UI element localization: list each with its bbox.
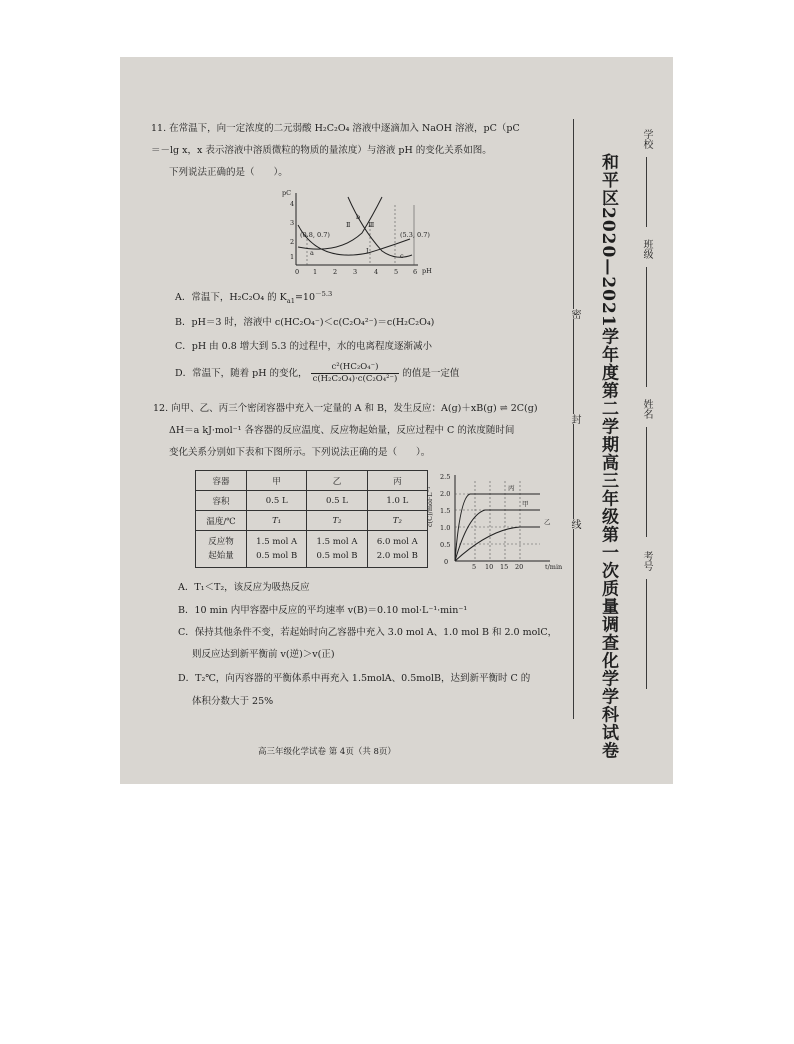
q12-stem-line-1: 12. 向甲、乙、丙三个密闭容器中充入一定量的 A 和 B，发生反应：A(g)＋xB(g) ⇌ 2C(g): [153, 403, 538, 414]
q11-curve-label: b: [356, 213, 361, 221]
q11-x-axis-label: pH: [422, 267, 432, 275]
name-field-label: 姓名: [641, 399, 652, 419]
q12-stem-line-3: 变化关系分别如下表和下图所示。下列说法正确的是（ ）。: [169, 447, 431, 458]
table-cell: 容器: [196, 471, 247, 491]
q11-y-tick: 2: [290, 238, 295, 246]
q11-x-tick: 6: [413, 268, 418, 276]
name-field-line: [646, 427, 647, 537]
q11-option-d-fraction: $\frac{\text{c²(HC₂O₄⁻)}}{\text{c(H₂C₂O₄)·c(C₂O₄²⁻)}}$: [312, 362, 398, 384]
school-field-label: 学校: [641, 129, 652, 149]
q11-x-tick: 3: [353, 268, 358, 276]
q12-y-axis-label: c(C)/mol·L⁻¹: [426, 486, 434, 527]
exam-no-field-line: [646, 579, 647, 689]
q11-region-label: Ⅲ: [368, 221, 375, 229]
table-cell: 乙: [307, 471, 367, 491]
table-cell: 丙: [367, 471, 427, 491]
q12-y-tick: 2.0: [440, 490, 451, 498]
q12-x-tick: 20: [515, 563, 524, 571]
q11-option-b: B．pH＝3 时，溶液中 c(HC₂O₄⁻)＜c(C₂O₄²⁻)＝c(H₂C₂O₄): [175, 317, 435, 328]
seal-char-mi: 密: [569, 309, 580, 319]
table-cell: T₂: [367, 511, 427, 531]
table-cell: 1.5 mol A 0.5 mol B: [307, 531, 367, 568]
q12-curve-label: 乙: [544, 518, 551, 526]
q11-region-label: Ⅰ: [366, 247, 369, 255]
q11-y-tick: 4: [290, 200, 295, 208]
q11-y-tick: 1: [290, 253, 295, 261]
q12-concentration-graph: [440, 467, 563, 577]
q12-option-d-line-1: D．T₂℃，向丙容器的平衡体系中再充入 1.5molA、0.5molB，达到新平衡时 C 的: [178, 673, 531, 684]
q11-point-right: (5.3, 0.7): [400, 231, 430, 239]
q12-x-tick: 15: [500, 563, 509, 571]
q11-region-label: Ⅱ: [346, 221, 351, 229]
q11-stem-line-1: 11. 在常温下，向一定浓度的二元弱酸 H₂C₂O₄ 溶液中逐滴加入 NaOH 溶液，pC（pC: [151, 123, 520, 134]
q12-data-table: [195, 470, 428, 568]
school-field-line: [646, 157, 647, 227]
exam-no-field-label: 考号: [641, 551, 652, 571]
q12-y-tick: 2.5: [440, 473, 451, 481]
table-cell: 反应物 起始量: [196, 531, 247, 568]
q11-curve-label: a: [310, 249, 314, 257]
seal-char-feng: 封: [569, 414, 580, 424]
q11-option-a: A．常温下，H₂C₂O₄ 的 $K_{a1}=10^{-5.3}$: [175, 289, 333, 305]
class-field-line: [646, 267, 647, 387]
q11-y-axis-label: pC: [282, 189, 292, 197]
q12-y-tick: 1.0: [440, 524, 451, 532]
table-cell: 6.0 mol A 2.0 mol B: [367, 531, 427, 568]
q11-x-tick: 5: [394, 268, 399, 276]
q11-x-tick: 4: [374, 268, 379, 276]
q12-x-axis-label: t/min: [545, 563, 563, 571]
q11-point-left: (0.8, 0.7): [300, 231, 330, 239]
class-field-label: 班级: [641, 239, 652, 259]
table-row: [196, 471, 428, 491]
table-cell: T₂: [307, 511, 367, 531]
q11-x-tick: 0: [295, 268, 300, 276]
table-cell: 1.5 mol A 0.5 mol B: [247, 531, 307, 568]
q12-option-a: A．T₁＜T₂，该反应为吸热反应: [178, 582, 310, 593]
table-cell: 1.0 L: [367, 491, 427, 511]
q11-option-c: C．pH 由 0.8 增大到 5.3 的过程中，水的电离程度逐渐减小: [175, 341, 432, 352]
q12-x-tick: 5: [472, 563, 477, 571]
q11-option-d: D．常温下，随着 pH 的变化， $\frac{\text{c²(HC₂O₄⁻)}}{\text{c(H₂C₂O₄)·c(C₂O₄²⁻)}}$ 的值是一定值: [175, 362, 460, 384]
page-footer: 高三年级化学试卷 第 4页（共 8页）: [258, 747, 396, 757]
q12-stem-line-2: ΔH＝a kJ·mol⁻¹ 各容器的反应温度、反应物起始量，反应过程中 C 的浓度随时间: [169, 425, 515, 436]
q11-curve-label: c: [400, 252, 404, 260]
q12-option-c-line-1: C．保持其他条件不变，若起始时向乙容器中充入 3.0 mol A、1.0 mol B 和 2.0 molC，: [178, 627, 558, 638]
q12-y-tick: 1.5: [440, 507, 451, 515]
q11-x-tick: 2: [333, 268, 338, 276]
table-cell: 甲: [247, 471, 307, 491]
q12-curve-label: 丙: [508, 484, 515, 492]
q12-y-tick: 0: [444, 558, 449, 566]
q12-option-d-line-2: 体积分数大于 25%: [192, 696, 274, 707]
seal-char-xian: 线: [569, 519, 580, 529]
table-cell: 温度/℃: [196, 511, 247, 531]
q12-y-tick: 0.5: [440, 541, 451, 549]
table-cell: 0.5 L: [247, 491, 307, 511]
table-row: [196, 531, 428, 568]
q11-stem-line-3: 下列说法正确的是（ ）。: [169, 167, 288, 178]
table-row: [196, 491, 428, 511]
q11-stem-line-2: ＝－lg x，x 表示溶液中溶质微粒的物质的量浓度）与溶液 pH 的变化关系如图。: [151, 145, 492, 156]
q11-x-tick: 1: [313, 268, 318, 276]
q12-option-b: B．10 min 内甲容器中反应的平均速率 v(B)＝0.10 mol·L⁻¹·min⁻¹: [178, 605, 468, 616]
q12-curve-label: 甲: [522, 500, 529, 508]
table-row: [196, 511, 428, 531]
q11-y-tick: 3: [290, 219, 295, 227]
q12-x-tick: 10: [485, 563, 494, 571]
table-cell: T₁: [247, 511, 307, 531]
table-cell: 0.5 L: [307, 491, 367, 511]
exam-title: 和平区2020—2021学年度第二学期高三年级第一次质量调查化学学科试卷: [598, 153, 618, 760]
table-cell: 容积: [196, 491, 247, 511]
exam-page-photo: [120, 57, 673, 784]
q12-option-c-line-2: 则反应达到新平衡前 v(逆)＞v(正): [192, 649, 335, 660]
